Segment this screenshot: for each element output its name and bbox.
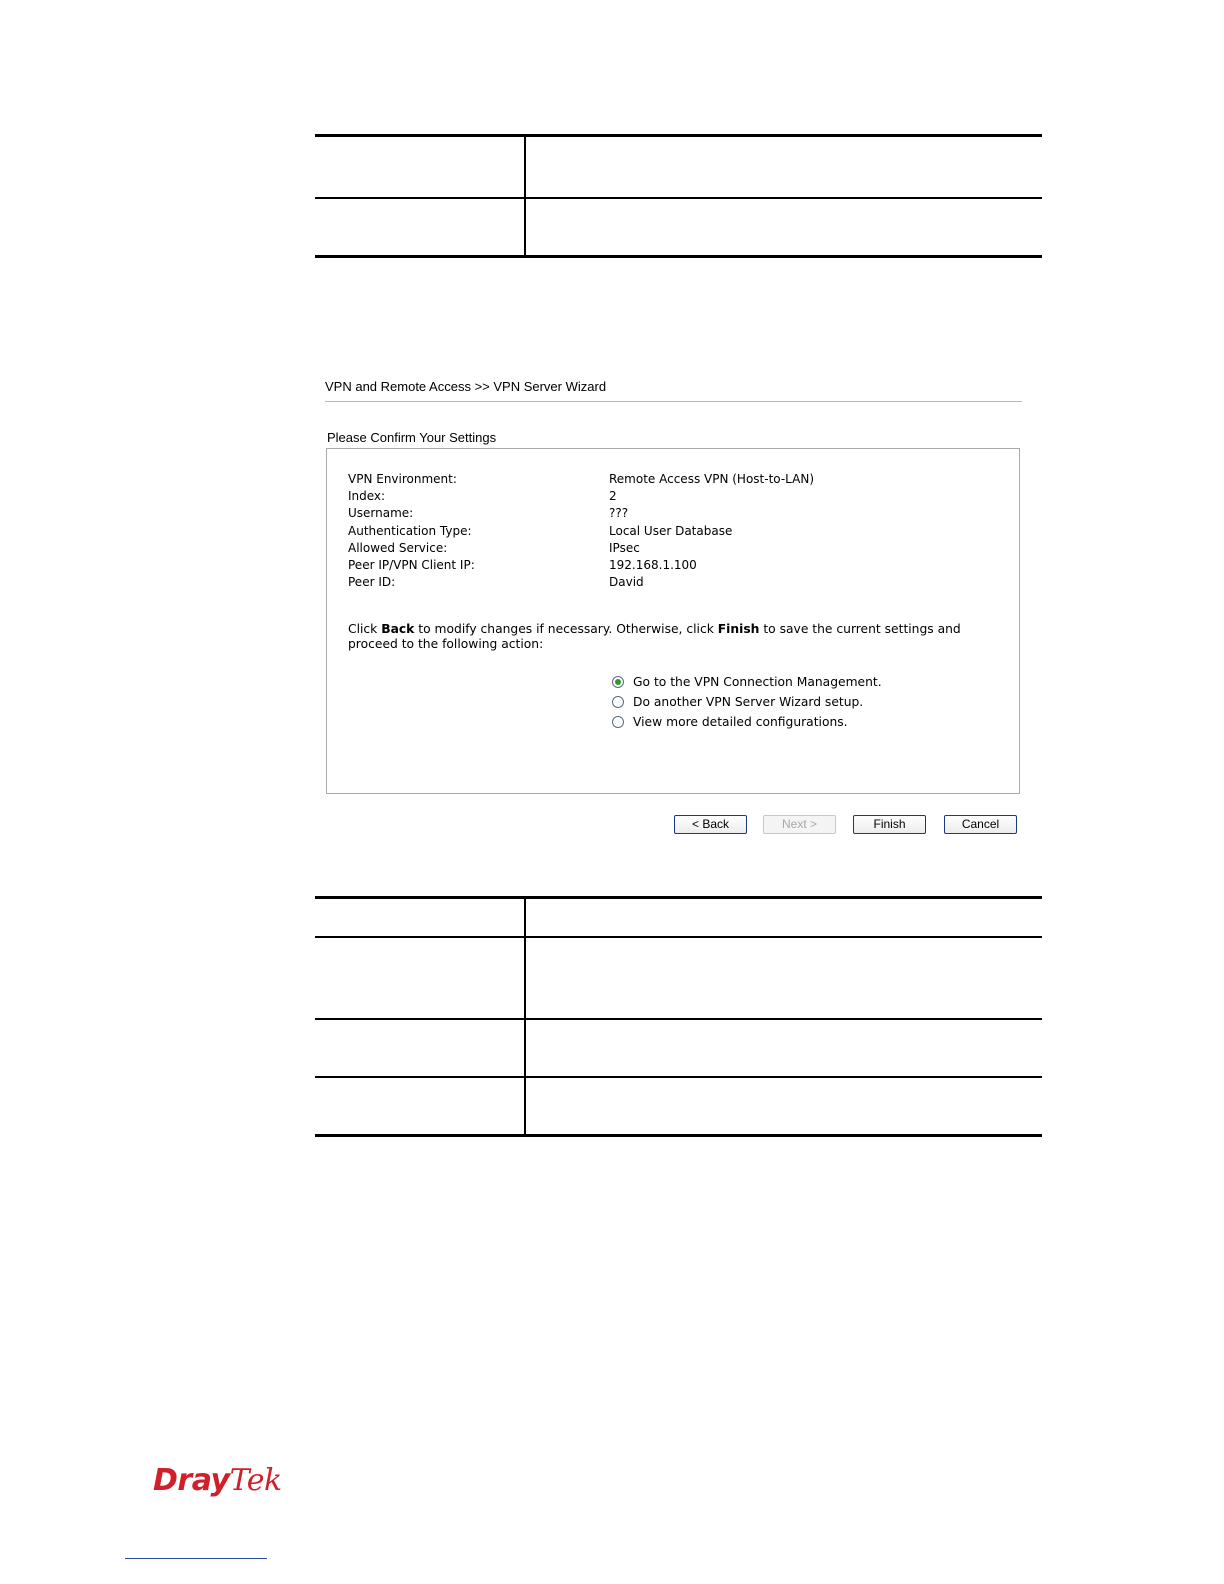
setting-value: Remote Access VPN (Host-to-LAN) xyxy=(609,472,815,486)
option-label: View more detailed configurations. xyxy=(633,715,848,729)
table-cell xyxy=(526,938,1042,1018)
option-label: Do another VPN Server Wizard setup. xyxy=(633,695,864,709)
instructions-back-word: Back xyxy=(381,622,415,636)
setting-row-vpn-environment xyxy=(348,471,814,488)
radio-button[interactable] xyxy=(612,716,624,728)
setting-label: Authentication Type: xyxy=(348,523,472,538)
logo-part: Dray xyxy=(153,1463,230,1498)
draytek-logo xyxy=(153,1463,282,1498)
option-detailed-configurations[interactable] xyxy=(612,712,882,732)
instructions-finish-word: Finish xyxy=(717,622,760,636)
table-row xyxy=(315,936,1042,1018)
setting-value: 2 xyxy=(609,489,617,504)
breadcrumb-divider xyxy=(325,401,1022,402)
option-another-wizard-setup[interactable] xyxy=(612,692,882,712)
next-button: Next > xyxy=(763,815,836,834)
table-cell xyxy=(526,137,1042,197)
radio-button[interactable] xyxy=(612,696,624,708)
section-title: Please Confirm Your Settings xyxy=(327,430,497,445)
setting-value: 192.168.1.100 xyxy=(609,557,697,572)
instructions-text xyxy=(348,622,1008,652)
footer-divider xyxy=(125,1558,267,1559)
table-row xyxy=(315,1076,1042,1134)
setting-row-allowed-service xyxy=(348,540,814,557)
radio-button-selected[interactable] xyxy=(612,676,624,688)
table-row xyxy=(315,1018,1042,1076)
table-cell xyxy=(315,199,526,255)
table-cell xyxy=(526,899,1042,936)
setting-row-username xyxy=(348,505,814,522)
setting-row-peer-id xyxy=(348,574,814,591)
back-button[interactable]: < Back xyxy=(674,815,747,834)
instructions-part: to save the current settings and proceed to the following action: xyxy=(348,622,961,651)
option-vpn-connection-management[interactable] xyxy=(612,672,882,692)
finish-button[interactable]: Finish xyxy=(853,815,926,834)
table-row xyxy=(315,137,1042,197)
table-cell xyxy=(526,199,1042,255)
setting-value: IPsec xyxy=(609,540,640,555)
setting-row-index xyxy=(348,488,814,505)
confirm-settings-panel xyxy=(326,448,1020,794)
setting-row-authentication-type xyxy=(348,523,814,540)
setting-label: Peer IP/VPN Client IP: xyxy=(348,557,475,572)
next-action-options xyxy=(612,672,882,732)
doc-table-bottom xyxy=(315,896,1042,1137)
table-cell xyxy=(315,938,526,1018)
setting-label: VPN Environment: xyxy=(348,472,457,486)
setting-label: Peer ID: xyxy=(348,575,396,590)
setting-value: Local User Database xyxy=(609,523,733,538)
table-cell xyxy=(526,1020,1042,1076)
table-cell xyxy=(315,1020,526,1076)
table-cell xyxy=(315,1078,526,1134)
instructions-part: Click xyxy=(348,622,382,636)
setting-label: Index: xyxy=(348,489,386,504)
table-cell xyxy=(526,1078,1042,1134)
doc-table-top xyxy=(315,134,1042,258)
table-row xyxy=(315,899,1042,936)
instructions-part: to modify changes if necessary. Otherwise, click xyxy=(414,622,718,636)
logo-part: Tek xyxy=(229,1463,282,1498)
setting-label: Username: xyxy=(348,506,414,521)
table-row xyxy=(315,197,1042,255)
setting-value: David xyxy=(609,575,644,590)
settings-list xyxy=(348,471,814,591)
setting-row-peer-ip xyxy=(348,557,814,574)
cancel-button[interactable]: Cancel xyxy=(944,815,1017,834)
setting-value: ??? xyxy=(609,506,629,521)
table-cell xyxy=(315,137,526,197)
table-cell xyxy=(315,899,526,936)
option-label: Go to the VPN Connection Management. xyxy=(633,675,882,689)
setting-label: Allowed Service: xyxy=(348,540,448,555)
breadcrumb: VPN and Remote Access >> VPN Server Wizard xyxy=(325,379,607,394)
